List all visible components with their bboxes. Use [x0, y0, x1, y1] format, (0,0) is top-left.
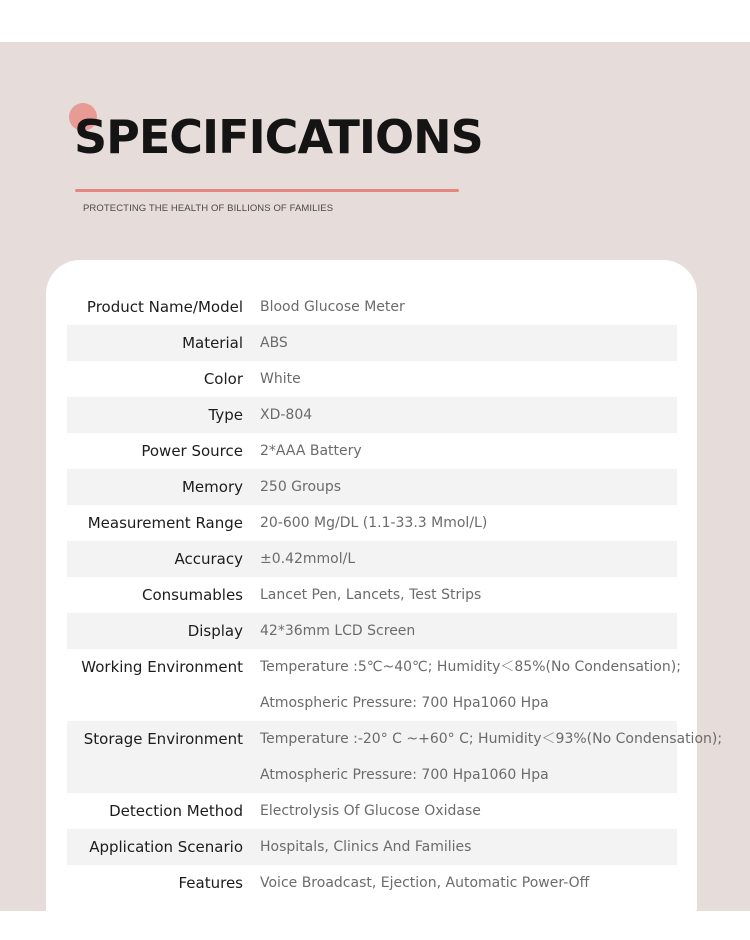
specs-table [67, 289, 723, 901]
spec-value: Voice Broadcast, Ejection, Automatic Power-Off [260, 875, 590, 891]
page-title: SPECIFICATIONS [74, 110, 483, 164]
spec-value: Electrolysis Of Glucose Oxidase [260, 803, 481, 819]
spec-label: Memory [181, 478, 243, 496]
spec-row-features [67, 865, 677, 901]
spec-label: Accuracy [174, 550, 243, 568]
spec-row-memory [67, 469, 677, 505]
spec-value: XD-804 [260, 407, 313, 423]
spec-value: Hospitals, Clinics And Families [260, 839, 472, 855]
spec-value-line-2: Atmospheric Pressure: 700 Hpa1060 Hpa [260, 767, 549, 783]
spec-value: ±0.42mmol/L [260, 551, 356, 567]
spec-label: Material [182, 334, 243, 352]
title-underline [75, 189, 459, 192]
spec-label: Consumables [141, 586, 243, 604]
spec-label: Type [208, 406, 243, 424]
page-subtitle: PROTECTING THE HEALTH OF BILLIONS OF FAMILIES [83, 203, 334, 214]
spec-value: 42*36mm LCD Screen [260, 623, 416, 639]
spec-row-storage-environment [67, 721, 723, 793]
spec-row-material [67, 325, 677, 361]
spec-row-accuracy [67, 541, 677, 577]
spec-label: Display [187, 622, 243, 640]
spec-row-color [67, 361, 677, 397]
spec-label: Product Name/Model [86, 298, 243, 316]
spec-label: Color [203, 370, 243, 388]
spec-row-application-scenario [67, 829, 677, 865]
spec-value: ABS [260, 335, 288, 351]
spec-row-consumables [67, 577, 677, 613]
spec-row-product-name [67, 289, 677, 325]
spec-row-type [67, 397, 677, 433]
spec-label: Detection Method [109, 802, 243, 820]
spec-value: Temperature :5℃~40℃; Humidity＜85%(No Condensation); [260, 659, 681, 675]
spec-value: Temperature :-20° C ~+60° C; Humidity＜93%(No Condensation); [260, 731, 723, 747]
top-white-strip [0, 0, 750, 42]
spec-row-power-source [67, 433, 677, 469]
spec-label: Power Source [141, 442, 243, 460]
spec-row-measurement-range [67, 505, 677, 541]
spec-row-working-environment [67, 649, 681, 721]
spec-value: 250 Groups [260, 479, 342, 495]
spec-label: Application Scenario [89, 838, 243, 856]
spec-value: Blood Glucose Meter [260, 299, 405, 315]
spec-value-line-2: Atmospheric Pressure: 700 Hpa1060 Hpa [260, 695, 549, 711]
spec-row-detection-method [67, 793, 677, 829]
spec-label: Storage Environment [83, 730, 243, 748]
spec-value: Lancet Pen, Lancets, Test Strips [260, 587, 482, 603]
spec-label: Working Environment [81, 658, 243, 676]
spec-value: 20-600 Mg/DL (1.1-33.3 Mmol/L) [260, 515, 488, 531]
spec-label: Measurement Range [87, 514, 243, 532]
spec-label: Features [178, 874, 243, 892]
spec-value: 2*AAA Battery [260, 443, 362, 459]
spec-row-display [67, 613, 677, 649]
spec-value: White [260, 371, 301, 387]
